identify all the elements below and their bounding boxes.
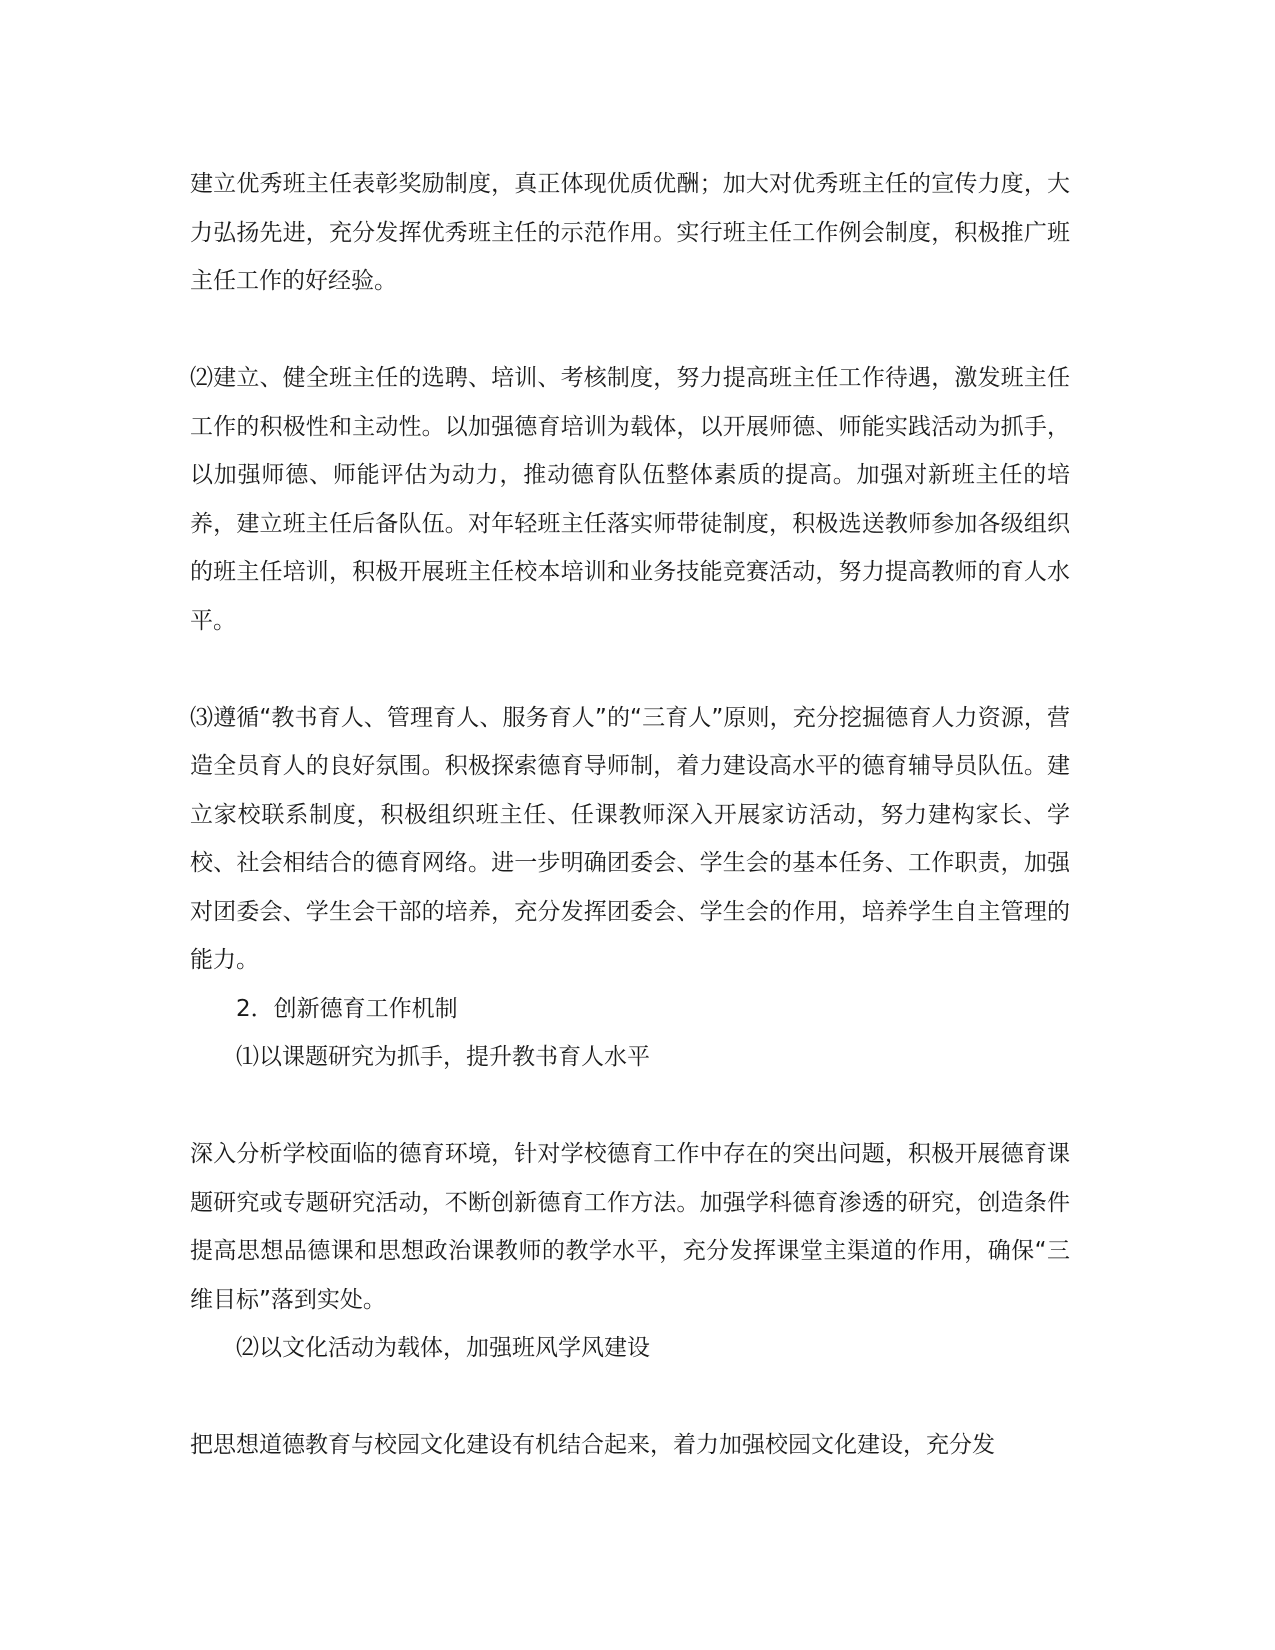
paragraph-spacer	[190, 1373, 1070, 1422]
paragraph-item-2-selection-training: ⑵建立、健全班主任的选聘、培训、考核制度，努力提高班主任工作待遇，激发班主任工作的积极性和主动性。以加强德育培训为载体，以开展师德、师能实践活动为抓手，以加强师德、师能评估为动力，推动德育队伍整体素质的提高。加强对新班主任的培养，建立班主任后备队伍。对年轻班主任落实师带徒制度，积极选送教师参加各级组织的班主任培训，积极开展班主任校本培训和业务技能竞赛活动，努力提高教师的育人水平。	[190, 365, 1070, 634]
paragraph-spacer	[190, 306, 1070, 355]
section-heading-innovation-mechanism: 2．创新德育工作机制	[236, 995, 458, 1022]
paragraph-moral-environment: 深入分析学校面临的德育环境，针对学校德育工作中存在的突出问题，积极开展德育课题研究或专题研究活动，不断创新德育工作方法。加强学科德育渗透的研究，创造条件提高思想品德课和思想政治课教师的教学水平，充分发挥课堂主渠道的作用，确保“三维目标”落到实处。	[190, 1141, 1070, 1313]
document-body	[190, 160, 1070, 1470]
paragraph-spacer	[190, 1082, 1070, 1131]
subheading-research-topic: ⑴以课题研究为抓手，提升教书育人水平	[236, 1044, 650, 1070]
subheading-cultural-activities: ⑵以文化活动为载体，加强班风学风建设	[236, 1335, 650, 1361]
paragraph-item-3-three-education: ⑶遵循“教书育人、管理育人、服务育人”的“三育人”原则，充分挖掘德育人力资源，营造全员育人的良好氛围。积极探索德育导师制，着力建设高水平的德育辅导员队伍。建立家校联系制度，积极组织班主任、任课教师深入开展家访活动，努力建构家长、学校、社会相结合的德育网络。进一步明确团委会、学生会的基本任务、工作职责，加强对团委会、学生会干部的培养，充分发挥团委会、学生会的作用，培养学生自主管理的能力。	[190, 704, 1070, 973]
paragraph-teacher-awards: 建立优秀班主任表彰奖励制度，真正体现优质优酬；加大对优秀班主任的宣传力度，大力弘扬先进，充分发挥优秀班主任的示范作用。实行班主任工作例会制度，积极推广班主任工作的好经验。	[190, 171, 1070, 294]
paragraph-spacer	[190, 645, 1070, 694]
paragraph-campus-culture: 把思想道德教育与校园文化建设有机结合起来，着力加强校园文化建设，充分发	[190, 1432, 995, 1458]
